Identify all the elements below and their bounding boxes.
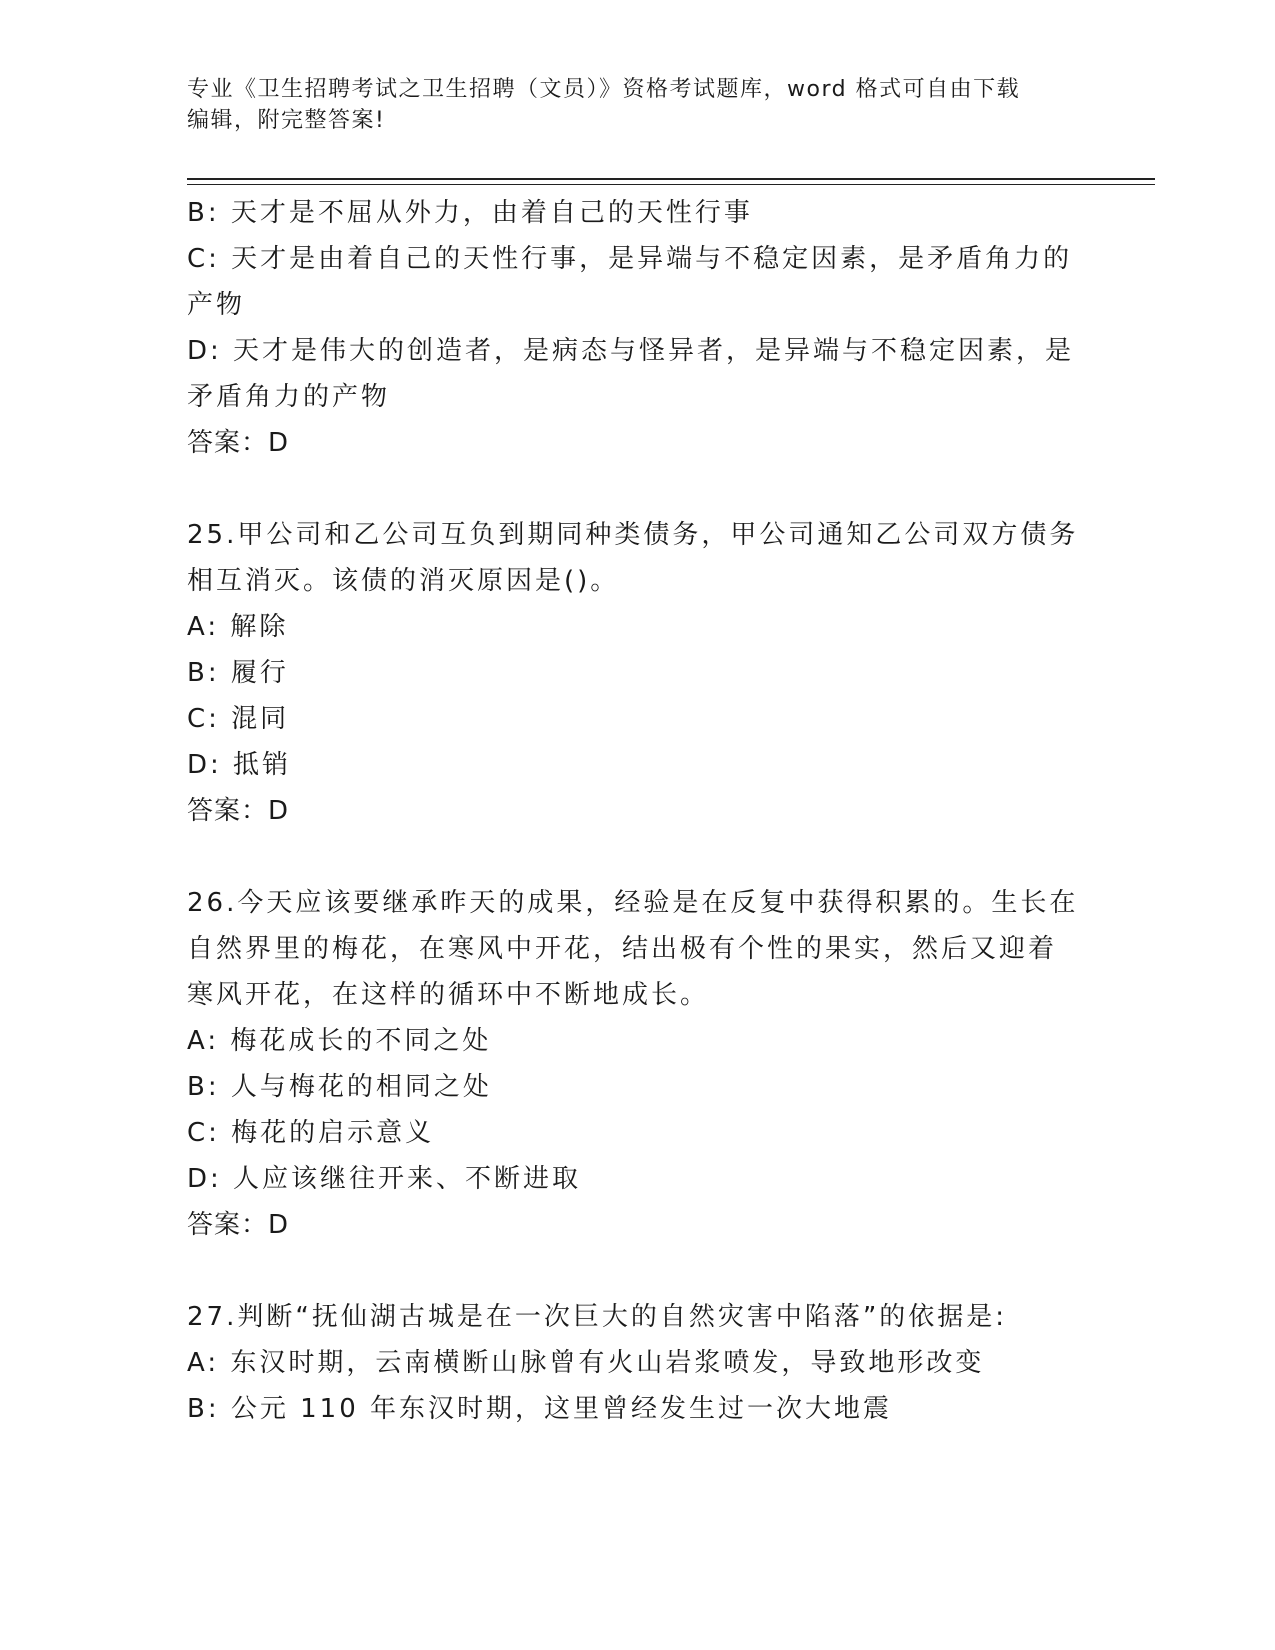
- question-25: [187, 512, 1087, 834]
- option-c: C: 梅花的启示意义: [187, 1118, 435, 1148]
- question-27: [187, 1294, 1087, 1432]
- option-d: D: 人应该继往开来、不断进取: [187, 1164, 582, 1194]
- question-stem: 25.甲公司和乙公司互负到期同种类债务，甲公司通知乙公司双方债务: [187, 520, 1079, 550]
- option-b: B: 公元 110 年东汉时期，这里曾经发生过一次大地震: [187, 1394, 893, 1424]
- option-a: A: 东汉时期，云南横断山脉曾有火山岩浆喷发，导致地形改变: [187, 1348, 985, 1378]
- question-stem: 27.判断“抚仙湖古城是在一次巨大的自然灾害中陷落”的依据是:: [187, 1302, 1008, 1332]
- spacer: [187, 1248, 1087, 1294]
- document-body: [187, 190, 1087, 1432]
- option-c-continued: 产物: [187, 290, 246, 320]
- option-c: C: 天才是由着自己的天性行事，是异端与不稳定因素，是矛盾角力的: [187, 244, 1073, 274]
- option-d-continued: 矛盾角力的产物: [187, 382, 391, 412]
- option-d: D: 抵销: [187, 750, 292, 780]
- option-b: B: 人与梅花的相同之处: [187, 1072, 492, 1102]
- question-24: [187, 190, 1087, 466]
- question-stem: 26.今天应该要继承昨天的成果，经验是在反复中获得积累的。生长在: [187, 888, 1079, 918]
- question-26: [187, 880, 1087, 1248]
- document-header: [187, 74, 1087, 136]
- question-stem-continued: 寒风开花，在这样的循环中不断地成长。: [187, 980, 710, 1010]
- header-line-2: 编辑，附完整答案!: [187, 108, 386, 133]
- question-stem-continued: 自然界里的梅花，在寒风中开花，结出极有个性的果实，然后又迎着: [187, 934, 1058, 964]
- header-line-1: 专业《卫生招聘考试之卫生招聘（文员）》资格考试题库，word 格式可自由下载: [187, 77, 1021, 102]
- option-d: D: 天才是伟大的创造者，是病态与怪异者，是异端与不稳定因素，是: [187, 336, 1075, 366]
- question-stem-continued: 相互消灭。该债的消灭原因是()。: [187, 566, 620, 596]
- option-c: C: 混同: [187, 704, 290, 734]
- header-divider-thin: [187, 184, 1155, 185]
- option-b: B: 天才是不屈从外力，由着自己的天性行事: [187, 198, 753, 228]
- header-divider-thick: [187, 178, 1155, 180]
- answer: 答案：D: [187, 796, 290, 826]
- spacer: [187, 834, 1087, 880]
- option-b: B: 履行: [187, 658, 289, 688]
- option-a: A: 梅花成长的不同之处: [187, 1026, 492, 1056]
- option-a: A: 解除: [187, 612, 289, 642]
- answer: 答案：D: [187, 1210, 290, 1240]
- answer: 答案：D: [187, 428, 290, 458]
- spacer: [187, 466, 1087, 512]
